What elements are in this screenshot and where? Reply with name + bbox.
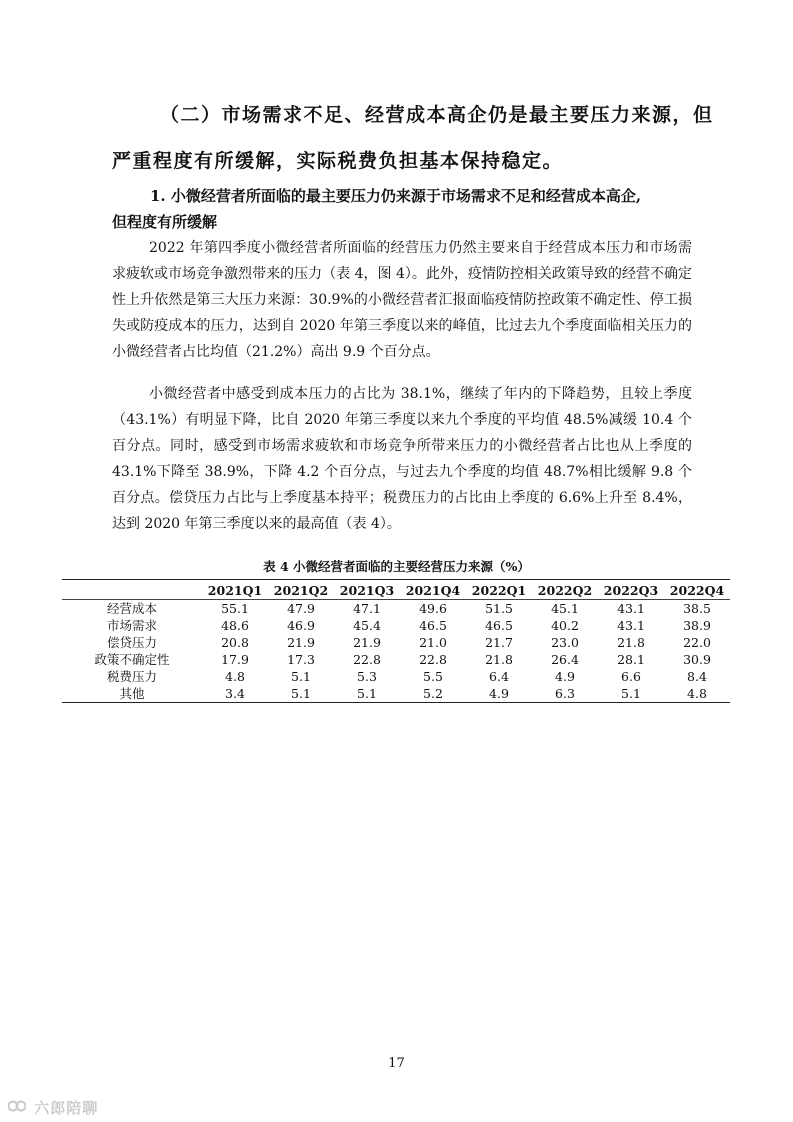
body-paragraph-2: 小微经营者中感受到成本压力的占比为 38.1%，继续了年内的下降趋势，且较上季度（43.1%）有明显下降，比自 2020 年第三季度以来九个季度的平均值 48.5%减缓 10.4 个百分点。同时，感受到市场需求疲软和市场竞争所带来压力的小微经营者占比也从上季度的 43.1%下降至 38.9%，下降 4.2 个百分点，与过去九个季度的均值 48.7%相比缓解 9.8 个百分点。偿贷压力占比与上季度基本持平；税费压力的占比由上季度的 6.6%上升至 8.4%，达到 2020 年第三季度以来的最高值（表 4）。: [112, 386, 692, 532]
table-cell: 17.3: [287, 652, 315, 667]
table-cell: 21.8: [485, 652, 513, 667]
subsection-heading-line2: 但程度有所缓解: [112, 213, 218, 231]
table-cell: 5.1: [291, 669, 311, 684]
table-cell: 30.9: [683, 652, 711, 667]
table-cell: 5.5: [423, 669, 443, 684]
table-cell: 22.0: [683, 635, 711, 650]
table-cell: 5.3: [357, 669, 377, 684]
header-cell: 2022Q1: [466, 580, 532, 600]
table-row: [62, 668, 730, 685]
row-label: 政策不确定性: [94, 652, 170, 667]
section-heading-line1: （二）市场需求不足、经营成本高企仍是最主要压力来源，但: [160, 104, 714, 126]
table-cell: 5.2: [400, 685, 466, 703]
table-cell: 49.6: [419, 601, 447, 616]
table-cell: 38.5: [683, 601, 711, 616]
row-label: 经营成本: [106, 601, 157, 616]
table-cell: 3.4: [202, 685, 268, 703]
table-cell: 46.5: [485, 618, 513, 633]
subsection-heading: [112, 183, 690, 235]
table-cell: 5.1: [598, 685, 664, 703]
table-header-row: [62, 580, 730, 600]
row-label: 市场需求: [106, 618, 157, 633]
table-cell: 46.9: [287, 618, 315, 633]
subsection-heading-line1: 1. 小微经营者所面临的最主要压力仍来源于市场需求不足和经营成本高企,: [150, 187, 642, 205]
header-cell: 2021Q3: [334, 580, 400, 600]
table-cell: 21.9: [353, 635, 381, 650]
watermark-logo-icon: [8, 1099, 26, 1117]
watermark: [8, 1097, 98, 1118]
table-row: [62, 617, 730, 634]
row-label: 税费压力: [106, 669, 157, 684]
table-row: [62, 651, 730, 668]
table-cell: 45.1: [551, 601, 579, 616]
table-cell: 22.8: [419, 652, 447, 667]
table-row: [62, 634, 730, 651]
table-cell: 22.8: [353, 652, 381, 667]
table-cell: 51.5: [485, 601, 513, 616]
table-cell: 4.9: [555, 669, 575, 684]
table-cell: 8.4: [687, 669, 707, 684]
table-cell: 21.9: [287, 635, 315, 650]
table-cell: 47.1: [353, 601, 381, 616]
table-body: [62, 600, 730, 703]
table-caption: 表 4 小微经营者面临的主要经营压力来源（%）: [263, 559, 530, 574]
header-cell: 2022Q3: [598, 580, 664, 600]
table-cell: 55.1: [221, 601, 249, 616]
table-cell: 4.8: [225, 669, 245, 684]
table-cell: 38.9: [683, 618, 711, 633]
header-cell: [62, 580, 202, 600]
header-cell: 2022Q2: [532, 580, 598, 600]
table-cell: 5.1: [334, 685, 400, 703]
header-cell: 2021Q1: [202, 580, 268, 600]
table-cell: 4.8: [664, 685, 730, 703]
table-cell: 4.9: [466, 685, 532, 703]
body-paragraph-1: 2022 年第四季度小微经营者所面临的经营压力仍然主要来自于经营成本压力和市场需求疲软或市场竞争激烈带来的压力（表 4，图 4）。此外，疫情防控相关政策导致的经营不确定性上升依然是第三大压力来源：30.9%的小微经营者汇报面临疫情防控政策不确定性、停工损失或防疫成本的压力，达到自 2020 年第三季度以来的峰值，比过去九个季度面临相关压力的小微经营者占比均值（21.2%）高出 9.9 个百分点。: [112, 240, 692, 360]
table-cell: 26.4: [551, 652, 579, 667]
table-cell: 43.1: [617, 618, 645, 633]
table-row: [62, 600, 730, 618]
table-cell: 17.9: [221, 652, 249, 667]
header-cell: 2021Q4: [400, 580, 466, 600]
table-cell: 45.4: [353, 618, 381, 633]
table-cell: 23.0: [551, 635, 579, 650]
table-cell: 40.2: [551, 618, 579, 633]
header-cell: 2022Q4: [664, 580, 730, 600]
table-cell: 21.0: [419, 635, 447, 650]
table-cell: 6.3: [532, 685, 598, 703]
table-cell: 21.8: [617, 635, 645, 650]
table-cell: 46.5: [419, 618, 447, 633]
section-heading-line2: 严重程度有所缓解，实际税费负担基本保持稳定。: [112, 150, 564, 172]
page-number: 17: [388, 1056, 405, 1071]
row-label: 偿贷压力: [106, 635, 157, 650]
watermark-text: 六郎陪聊: [34, 1099, 99, 1117]
table-cell: 43.1: [617, 601, 645, 616]
row-label: 其他: [62, 685, 202, 703]
header-cell: 2021Q2: [268, 580, 334, 600]
table-cell: 21.7: [485, 635, 513, 650]
table-cell: 47.9: [287, 601, 315, 616]
table-cell: 20.8: [221, 635, 249, 650]
table-row: [62, 685, 730, 703]
table-cell: 28.1: [617, 652, 645, 667]
table-cell: 6.4: [489, 669, 509, 684]
pressure-sources-table: [62, 579, 730, 703]
table-cell: 48.6: [221, 618, 249, 633]
table-cell: 6.6: [621, 669, 641, 684]
table-cell: 5.1: [268, 685, 334, 703]
